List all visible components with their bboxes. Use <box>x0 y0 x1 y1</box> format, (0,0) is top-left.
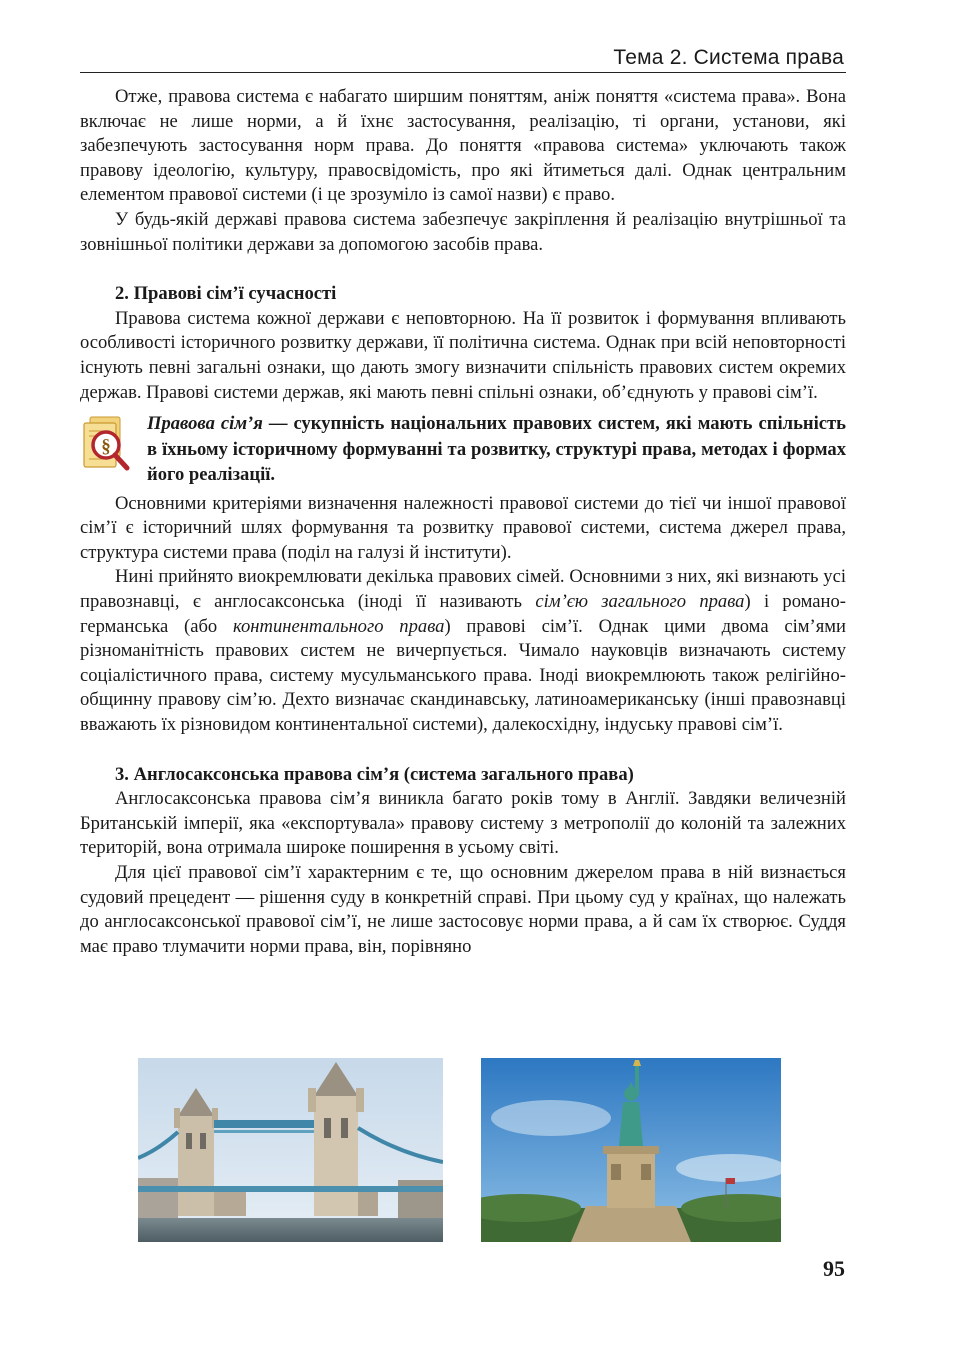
term-continental-law: континентального права <box>233 615 445 637</box>
definition-text <box>147 411 846 488</box>
main-text <box>80 85 846 959</box>
paragraph: Англосаксонська правова сім’я виникла багато років тому в Англії. Завдяки величезній Британській імперії, яка «експортувала» правову систему з метрополії до колоній та залежних територій, вона отримала широке поширення в усьому світі. <box>80 788 846 859</box>
svg-text:§: § <box>101 436 111 458</box>
term-common-law: сім’єю загального права <box>535 591 745 612</box>
paragraph: Основними критеріями визначення належності правової системи до тієї чи іншої правової сім’ї є історичний шлях формування та розвитку правової системи, система джерел права, структура системи права (поділ на галузі й інститути). <box>80 492 846 563</box>
tower-bridge-photo <box>138 1058 443 1242</box>
paragraph: Нині прийнято виокремлювати декілька правових сімей. Основними з них, які визнають усі правознавці, є англосаксонська (іноді її називають сім’єю загального права) і романо-германська (або континентального права) правові сім’ї. Однак цими двома сім’ями різноманітність правових систем не вичерпується. Чимало науковців визначають систему соціалістичного права, систему мусульманського права. Іноді виокремлюють також релігійно-общинну правову сім’ю. Дехто визначає скандинавську, латиноамериканську (інші правознавці вважають їх різновидом континентальної системи), далекосхідну, індуську правові сім’ї. <box>80 566 847 735</box>
definition-body: — сукупність національних правових систем, які мають спільність в їхньому історичному формуванні та розвитку, структурі права, методах і формах його реалізації. <box>147 413 847 486</box>
definition-term: Правова сім’я <box>147 413 263 435</box>
header-rule <box>80 72 846 73</box>
paragraph: Правова система кожної держави є неповторною. На її розвиток і формування впливають особливості історичного розвитку держави, її політична система. Однак при всій неповторності існують певні загальні ознаки, що дають змогу визначити спільність правових систем окремих держав. Правові системи держав, які мають певні спільні ознаки, об’єднують у правові сім’ї. <box>80 307 846 403</box>
paragraph: Для цієї правової сім’ї характерним є те, що основним джерелом права в ній визнається судовий прецедент — рішення суду в конкретній справі. При цьому суд у країнах, що належать до англосаксонської правової сім’ї, не лише застосовує норми права, а й сам їх створює. Суддя має право тлумачити норми права, він, порівняно <box>80 861 846 957</box>
section-heading: 3. Англосаксонська правова сім’я (система загального права) <box>115 763 634 785</box>
paragraph: У будь-якій державі правова система забезпечує закріплення й реалізацію внутрішньої та зовнішньої політики держави за допомогою засобів права. <box>80 208 846 255</box>
statue-of-liberty-photo <box>481 1058 781 1242</box>
section-heading: 2. Правові сім’ї сучасності <box>115 283 337 305</box>
section-document-magnifier-icon <box>80 415 136 473</box>
running-header: Тема 2. Система права <box>613 46 844 69</box>
definition-box <box>80 411 846 488</box>
paragraph: Отже, правова система є набагато ширшим поняттям, аніж поняття «система права». Вона включає не лише норми, а й їхнє застосування, реалізацію, ті органи, установи, які забезпечують застосування норм права. До поняття «правова система» уключають також правову ідеологію, культуру, правосвідомість, про які йтиметься далі. Однак центральним елементом правової системи (і це зрозуміло із самої назви) є право. <box>80 86 846 206</box>
page-number: 95 <box>823 1256 845 1281</box>
